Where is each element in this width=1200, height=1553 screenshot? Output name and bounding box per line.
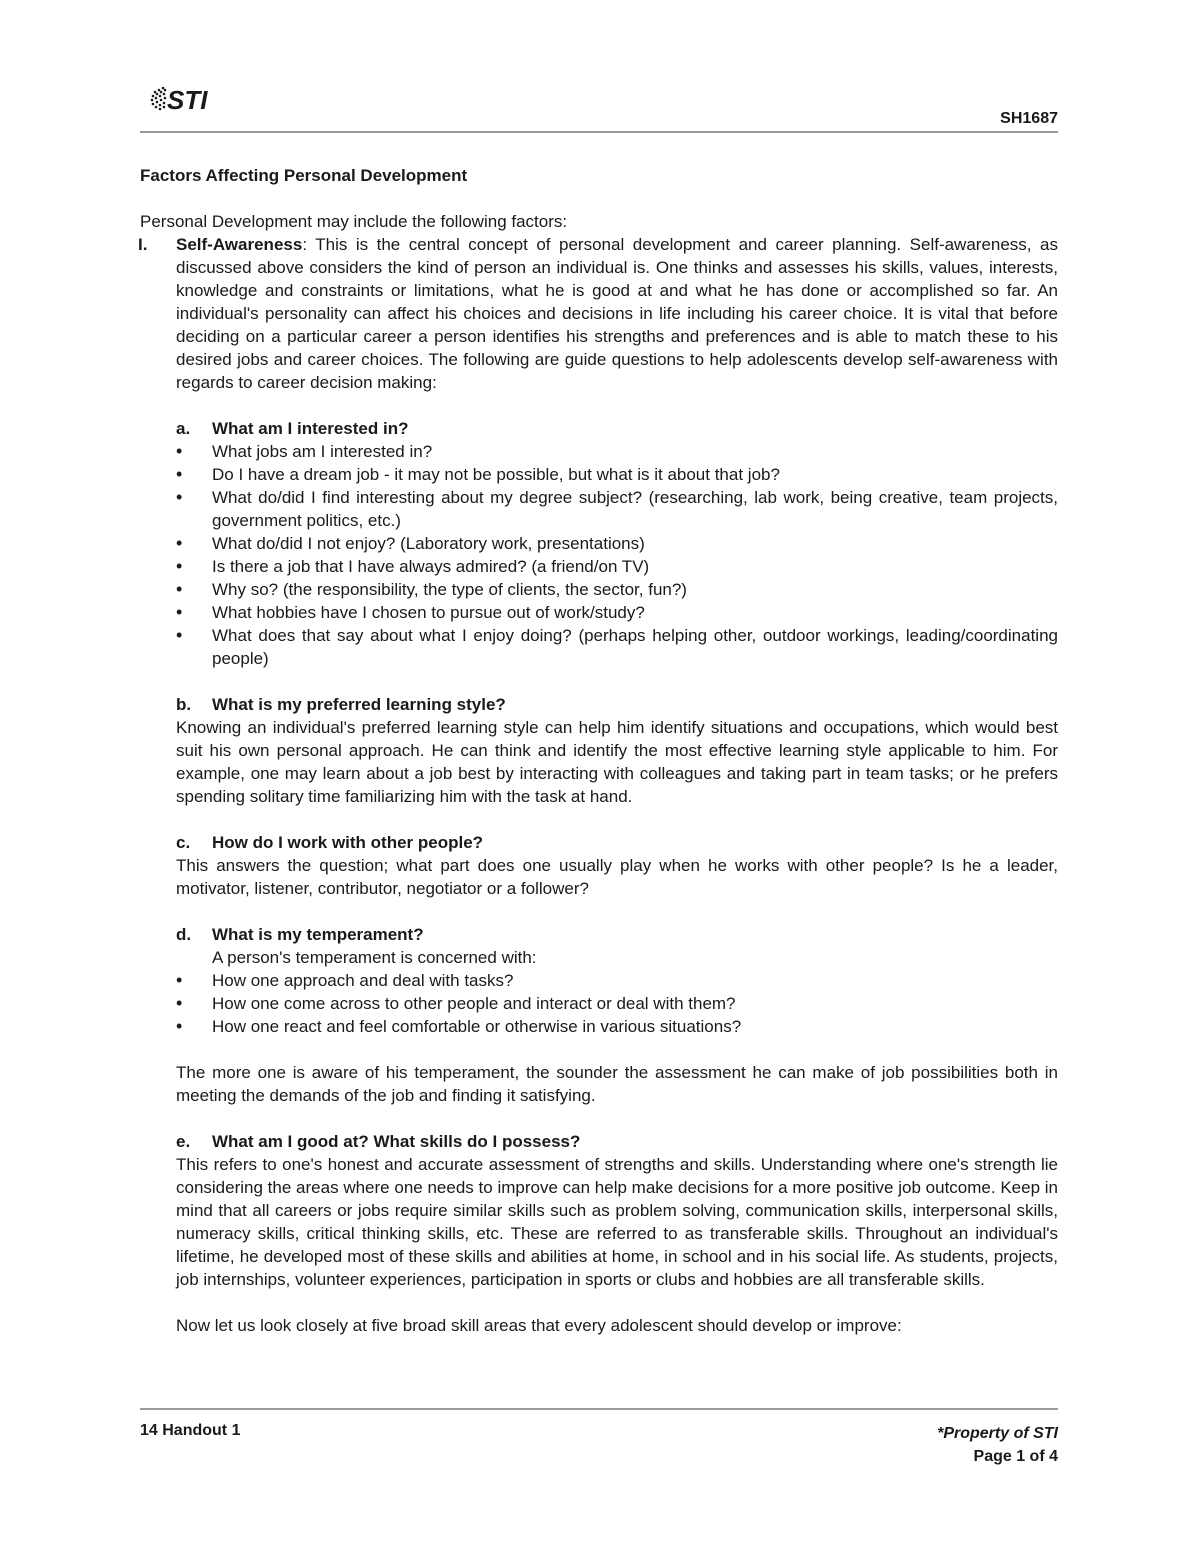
list-item: • What does that say about what I enjoy doing? (perhaps helping other, outdoor workings, leading/coordinating people) bbox=[176, 624, 1058, 670]
footer-property: *Property of STI bbox=[937, 1425, 1058, 1442]
question-e-title: What am I good at? What skills do I possess? bbox=[212, 1132, 581, 1151]
section-self-awareness bbox=[140, 233, 1058, 394]
question-c bbox=[140, 831, 1058, 900]
question-c-title: How do I work with other people? bbox=[212, 833, 484, 852]
question-b-text: Knowing an individual's preferred learning style can help him identify situations and occupations, which would best suit his own personal approach. He can think and identify the most effective learning style applicable to him. For example, one may learn about a job best by interacting with colleagues and taking part in team tasks; or he prefers spending solitary time familiarizing him with the task at hand. bbox=[176, 718, 1058, 806]
list-item: • How one react and feel comfortable or otherwise in various situations? bbox=[176, 1015, 1058, 1038]
footer-handout-label: 14 Handout 1 bbox=[140, 1422, 241, 1439]
question-b-title: What is my preferred learning style? bbox=[212, 695, 506, 714]
question-e-text: This refers to one's honest and accurate assessment of strengths and skills. Understanding where one's strength lie considering the areas where one needs to improve can help make decisions for a more positive job outcome. Keep in mind that all careers or jobs require similar skills such as problem solving, communication skills, interpersonal skills, numeracy skills, critical thinking skills, etc. These are referred to as transferable skills. Throughout an individual's lifetime, he developed most of these skills and abilities at home, in school and in his social life. As students, projects, job internships, volunteer experiences, participation in sports or clubs and hobbies are all transferable skills. bbox=[176, 1155, 1058, 1289]
question-e-letter: e. bbox=[176, 1132, 191, 1151]
footer-right bbox=[937, 1422, 1058, 1468]
list-item: • Do I have a dream job - it may not be possible, but what is it about that job? bbox=[176, 463, 1058, 486]
spacer bbox=[176, 1291, 1058, 1314]
document-body bbox=[140, 164, 1058, 1337]
sti-logo-graphic bbox=[147, 78, 237, 118]
question-d-bullets bbox=[176, 969, 1058, 1038]
question-d-heading bbox=[176, 923, 1058, 946]
document-title: Factors Affecting Personal Development bbox=[140, 166, 468, 185]
spacer bbox=[176, 1038, 1058, 1061]
header-divider bbox=[140, 131, 1058, 133]
question-c-text: This answers the question; what part does one usually play when he works with other people? Is he a leader, motivator, listener, contributor, negotiator or a follower? bbox=[176, 856, 1058, 898]
document-code: SH1687 bbox=[1000, 110, 1058, 127]
footer-divider bbox=[140, 1408, 1058, 1410]
section-text: : This is the central concept of personal development and career planning. Self-awareness, as discussed above considers the kind of person an individual is. One thinks and assesses his skills, values, interests, knowledge and constraints or limitations, what he is good at and what he has done or accomplished so far. An individual's personality can affect his choices and decisions in life including his career choice. It is vital that before deciding on a particular career a person identifies his strengths and preferences and is able to match these to his desired jobs and career choices. The following are guide questions to help adolescents develop self-awareness with regards to career decision making: bbox=[176, 235, 1058, 392]
sti-logo bbox=[147, 78, 237, 118]
question-d-intro: A person's temperament is concerned with: bbox=[212, 948, 537, 967]
question-a-heading bbox=[176, 417, 1058, 440]
question-d-title: What is my temperament? bbox=[212, 925, 424, 944]
list-item: • Is there a job that I have always admired? (a friend/on TV) bbox=[176, 555, 1058, 578]
list-item: • What do/did I find interesting about my degree subject? (researching, lab work, being creative, team projects, government politics, etc.) bbox=[176, 486, 1058, 532]
list-item: • Why so? (the responsibility, the type of clients, the sector, fun?) bbox=[176, 578, 1058, 601]
question-b bbox=[140, 693, 1058, 808]
question-e-heading bbox=[176, 1130, 1058, 1153]
list-item: • What hobbies have I chosen to pursue out of work/study? bbox=[176, 601, 1058, 624]
list-item: • How one approach and deal with tasks? bbox=[176, 969, 1058, 992]
question-d bbox=[140, 923, 1058, 1107]
question-c-heading bbox=[176, 831, 1058, 854]
intro-text: Personal Development may include the following factors: bbox=[140, 212, 568, 231]
question-a-bullets bbox=[176, 440, 1058, 670]
question-d-letter: d. bbox=[176, 925, 192, 944]
question-e bbox=[140, 1130, 1058, 1337]
question-b-letter: b. bbox=[176, 695, 192, 714]
section-number: I. bbox=[138, 235, 148, 254]
list-item: • What do/did I not enjoy? (Laboratory work, presentations) bbox=[176, 532, 1058, 555]
list-item: • How one come across to other people and interact or deal with them? bbox=[176, 992, 1058, 1015]
question-c-letter: c. bbox=[176, 833, 191, 852]
section-lead: Self-Awareness bbox=[176, 235, 303, 254]
question-b-heading bbox=[176, 693, 1058, 716]
list-item: • What jobs am I interested in? bbox=[176, 440, 1058, 463]
question-a-title: What am I interested in? bbox=[212, 419, 409, 438]
question-d-text: The more one is aware of his temperament, the sounder the assessment he can make of job possibilities both in meeting the demands of the job and finding it satisfying. bbox=[176, 1063, 1058, 1105]
question-a bbox=[140, 417, 1058, 670]
question-e-closing: Now let us look closely at five broad skill areas that every adolescent should develop or improve: bbox=[176, 1316, 902, 1335]
svg-text:STI: STI bbox=[167, 85, 208, 115]
question-a-letter: a. bbox=[176, 419, 191, 438]
page-number: Page 1 of 4 bbox=[973, 1448, 1058, 1465]
